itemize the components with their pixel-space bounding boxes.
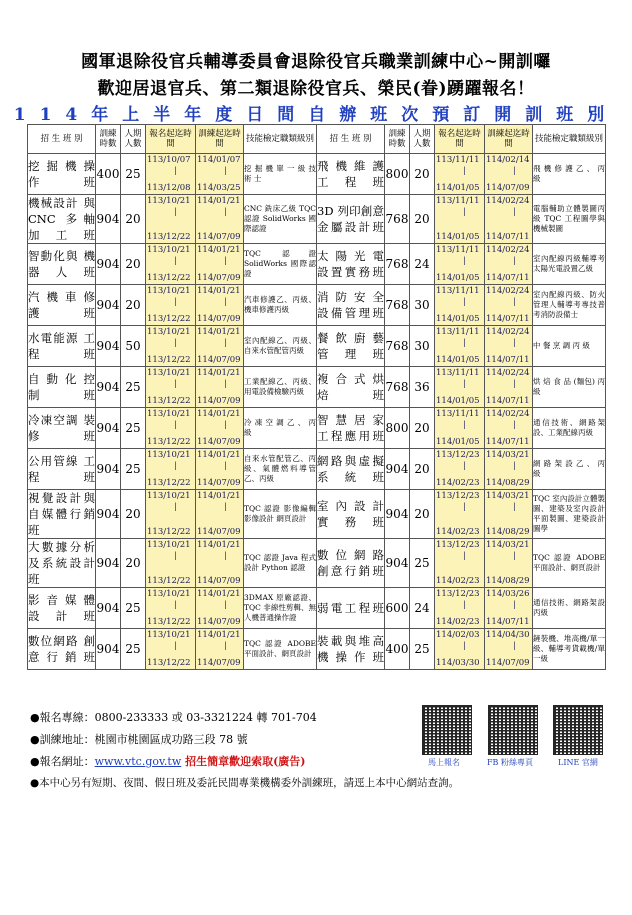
class-count: 20 <box>410 154 435 195</box>
class-name: 裝載與堆高 機 操 作 班 <box>317 629 385 670</box>
enroll-period: 113/11/11 | 114/01/05 <box>435 408 485 449</box>
class-count: 20 <box>410 449 435 490</box>
enroll-period: 113/11/11 | 114/01/05 <box>435 326 485 367</box>
hotline-text: ●報名專線：0800-233333 或 03-3321224 轉 701-704 <box>30 711 317 724</box>
class-hours: 904 <box>96 629 121 670</box>
col-header-hours: 訓練時數 <box>385 125 410 154</box>
table-row <box>28 367 606 408</box>
col-header-count: 人期人數 <box>121 125 146 154</box>
training-period: 114/01/21 | 114/07/09 <box>196 367 244 408</box>
cert-level: TQC 室內設計立體製圖、建築及室內設計平面製圖、建築設計圖學 <box>533 490 606 539</box>
training-period: 114/01/21 | 114/07/09 <box>196 629 244 670</box>
schedule-table <box>27 124 606 670</box>
class-hours: 904 <box>96 588 121 629</box>
qr-line-label: LINE 官網 <box>558 758 598 767</box>
enroll-period: 113/11/11 | 114/01/05 <box>435 195 485 244</box>
cert-level: 3DMAX 原廠認證、TQC 非線性剪輯、無人機普通操作證 <box>244 588 317 629</box>
class-hours: 904 <box>385 490 410 539</box>
table-row <box>28 285 606 326</box>
enroll-period: 113/10/21 | 113/12/22 <box>146 539 196 588</box>
table-row <box>28 244 606 285</box>
class-name: 汽 機 車 修 護 班 <box>28 285 96 326</box>
class-hours: 400 <box>385 629 410 670</box>
training-period: 114/01/07 | 114/03/25 <box>196 154 244 195</box>
class-name: 餐 飲 廚 藝 管 理 班 <box>317 326 385 367</box>
qr-signup-label: 馬上報名 <box>428 758 460 767</box>
col-header-cert: 技能檢定職類級別 <box>244 125 317 154</box>
cert-level: 室內配線丙級、防火管理人輔導考專技普考消防設備士 <box>533 285 606 326</box>
cert-level: 網 路 架 設 乙 、 丙 級 <box>533 449 606 490</box>
cert-level: 飛 機 修 護 乙 、 丙 級 <box>533 154 606 195</box>
center-title: 國軍退除役官兵輔導委員會退除役官兵職業訓練中心~開訓囉 <box>81 52 551 72</box>
cert-level: 室內配線丙級輔導考太陽光電設置乙級 <box>533 244 606 285</box>
class-name: 視覺設計與 自媒體行銷班 <box>28 491 95 537</box>
class-count: 30 <box>410 285 435 326</box>
table-row <box>28 195 606 244</box>
class-count: 25 <box>121 154 146 195</box>
cert-level: 中 餐 烹 調 丙 級 <box>533 326 606 367</box>
class-name: 網路與虛擬 系 統 班 <box>317 449 385 490</box>
cert-level: 汽車修護乙、丙級、機車修護丙級 <box>244 285 317 326</box>
class-name: 影 音 媒 體 設 計 班 <box>28 588 96 629</box>
enroll-period: 113/10/21 | 113/12/22 <box>146 326 196 367</box>
table-row <box>28 326 606 367</box>
enroll-period: 113/10/21 | 113/12/22 <box>146 367 196 408</box>
class-hours: 768 <box>385 326 410 367</box>
cert-level: 挖 掘 機 單 一 級 技 術 士 <box>244 154 317 195</box>
training-period: 114/01/21 | 114/07/09 <box>196 408 244 449</box>
class-hours: 904 <box>96 195 121 244</box>
training-period: 114/03/21 | 114/08/29 <box>485 539 533 588</box>
col-header-count: 人期人數 <box>410 125 435 154</box>
class-hours: 904 <box>385 449 410 490</box>
training-period: 114/03/21 | 114/08/29 <box>485 449 533 490</box>
class-name: 冷凍空調 裝 修 班 <box>28 408 96 449</box>
training-period: 114/02/24 | 114/07/11 <box>485 408 533 449</box>
training-period: 114/02/24 | 114/07/11 <box>485 244 533 285</box>
class-count: 25 <box>410 539 435 588</box>
class-hours: 904 <box>96 490 121 539</box>
class-name: 消 防 安 全 設備管理班 <box>317 285 385 326</box>
table-row <box>28 629 606 670</box>
cert-level: 電腦輔助立體製圖丙級 TQC 工程圖學與機械製圖 <box>533 195 606 244</box>
col-header-name: 招 生 班 別 <box>317 125 385 154</box>
class-count: 25 <box>121 629 146 670</box>
training-period: 114/02/24 | 114/07/11 <box>485 326 533 367</box>
enroll-period: 113/11/11 | 114/01/05 <box>435 244 485 285</box>
training-period: 114/01/21 | 114/07/09 <box>196 195 244 244</box>
class-count: 20 <box>121 195 146 244</box>
schedule-title: 114年上半年度日間自辦班次預訂開訓班別 <box>13 105 619 125</box>
class-count: 25 <box>121 408 146 449</box>
enroll-period: 113/12/23 | 114/02/23 <box>435 490 485 539</box>
cert-level: 鏟裝機、堆高機/單一級、輔導考貨載機/單一級 <box>533 629 606 670</box>
class-hours: 768 <box>385 285 410 326</box>
class-name: 太 陽 光 電 設置實務班 <box>317 244 385 285</box>
col-header-enroll: 報名起迄時間 <box>435 125 485 154</box>
enroll-period: 113/10/21 | 113/12/22 <box>146 629 196 670</box>
qr-line[interactable] <box>553 705 603 755</box>
enroll-period: 113/10/21 | 113/12/22 <box>146 449 196 490</box>
cert-level: 工業配線乙、丙級、用電設備檢驗丙級 <box>244 367 317 408</box>
class-hours: 904 <box>96 367 121 408</box>
address-text: ●訓練地址：桃園市桃園區成功路三段 78 號 <box>30 733 248 746</box>
training-period: 114/02/14 | 114/07/09 <box>485 154 533 195</box>
cert-level: 自來水管配管乙、丙級、氣體燃料導管乙、丙級 <box>244 449 317 490</box>
cert-level: TQC 認證 影像編輯 影像設計 網頁設計 <box>244 490 317 539</box>
class-count: 20 <box>410 408 435 449</box>
class-name: 機械設計 與 CNC 多軸 加 工 班 <box>28 196 95 242</box>
cert-level: 通信技術、網路架設、工業配線丙級 <box>533 408 606 449</box>
enroll-period: 113/11/11 | 114/01/05 <box>435 154 485 195</box>
training-period: 114/03/26 | 114/07/11 <box>485 588 533 629</box>
class-count: 30 <box>410 326 435 367</box>
cert-level: TQC 認證 Java 程式設計 Python 認證 <box>244 539 317 588</box>
enroll-period: 113/10/21 | 113/12/22 <box>146 588 196 629</box>
enroll-period: 113/12/23 | 114/02/23 <box>435 588 485 629</box>
class-name: 數位網路 創意行銷班 <box>28 629 96 670</box>
class-name: 智 慧 居 家 工程應用班 <box>317 408 385 449</box>
training-period: 114/01/21 | 114/07/09 <box>196 539 244 588</box>
enroll-period: 113/11/11 | 114/01/05 <box>435 285 485 326</box>
class-name: 數 位 網 路 創意行銷班 <box>317 539 385 588</box>
brochure-note: 招生簡章歡迎索取(廣告) <box>181 755 306 768</box>
website-link[interactable]: www.vtc.gov.tw <box>94 755 182 768</box>
class-count: 20 <box>121 244 146 285</box>
training-period: 114/01/21 | 114/07/09 <box>196 588 244 629</box>
class-count: 25 <box>121 449 146 490</box>
table-header-row <box>28 125 606 154</box>
col-header-train: 訓練起迄時間 <box>485 125 533 154</box>
enroll-period: 113/12/23 | 114/02/23 <box>435 449 485 490</box>
cert-level: 烘 焙 食 品 (麵包) 丙級 <box>533 367 606 408</box>
cert-level: 通信技術、網路架設丙級 <box>533 588 606 629</box>
class-count: 36 <box>410 367 435 408</box>
website-label: ●報名網址： <box>30 755 95 768</box>
cert-level: TQC 認證 ADOBE 平面設計、網頁設計 <box>244 629 317 670</box>
class-name: 大數據分析 及系統設計班 <box>28 540 95 586</box>
class-hours: 800 <box>385 154 410 195</box>
training-period: 114/02/24 | 114/07/11 <box>485 285 533 326</box>
col-header-cert: 技能檢定職類級別 <box>533 125 606 154</box>
class-count: 25 <box>121 588 146 629</box>
class-count: 20 <box>121 285 146 326</box>
class-count: 25 <box>410 629 435 670</box>
cert-level: TQC 認證 ADOBE 平面設計、網頁設計 <box>533 539 606 588</box>
enroll-period: 113/10/21 | 113/12/22 <box>146 244 196 285</box>
enroll-period: 113/10/21 | 113/12/22 <box>146 195 196 244</box>
table-row <box>28 490 606 539</box>
col-header-hours: 訓練時數 <box>96 125 121 154</box>
training-period: 114/04/30 | 114/07/09 <box>485 629 533 670</box>
class-hours: 904 <box>96 539 121 588</box>
table-row <box>28 588 606 629</box>
class-count: 24 <box>410 588 435 629</box>
class-hours: 904 <box>96 449 121 490</box>
class-hours: 400 <box>96 154 121 195</box>
col-header-enroll: 報名起迄時間 <box>146 125 196 154</box>
other-classes-note: ●本中心另有短期、夜間、假日班及委託民間專業機構委外訓練班，請逕上本中心網站查詢。 <box>30 777 460 789</box>
training-period: 114/02/24 | 114/07/11 <box>485 367 533 408</box>
class-hours: 904 <box>385 539 410 588</box>
training-period: 114/03/21 | 114/08/29 <box>485 490 533 539</box>
enroll-period: 113/10/21 | 113/12/22 <box>146 408 196 449</box>
website-line <box>30 753 306 769</box>
class-name: 智動化與 機器人班 <box>28 244 96 285</box>
table-row <box>28 449 606 490</box>
class-count: 20 <box>121 490 146 539</box>
welcome-line: 歡迎居退官兵、第二類退除役官兵、榮民(眷)踴躍報名！ <box>97 79 535 99</box>
enroll-period: 113/12/23 | 114/02/23 <box>435 539 485 588</box>
qr-fb[interactable] <box>488 705 538 755</box>
qr-signup[interactable] <box>422 705 472 755</box>
table-row <box>28 539 606 588</box>
class-hours: 768 <box>385 244 410 285</box>
table-row <box>28 408 606 449</box>
class-count: 24 <box>410 244 435 285</box>
class-name: 弱電工程班 <box>317 588 385 629</box>
class-name: 自 動 化 控 制 班 <box>28 367 96 408</box>
class-name: 挖 掘 機 操 作 班 <box>28 154 96 195</box>
class-count: 50 <box>121 326 146 367</box>
class-count: 25 <box>121 367 146 408</box>
class-name: 室 內 設 計 實 務 班 <box>317 490 385 539</box>
qr-fb-label: FB 粉絲專頁 <box>487 758 533 767</box>
class-hours: 904 <box>96 285 121 326</box>
training-period: 114/02/24 | 114/07/11 <box>485 195 533 244</box>
training-period: 114/01/21 | 114/07/09 <box>196 490 244 539</box>
class-name: 公用管線 工 程 班 <box>28 449 96 490</box>
enroll-period: 113/11/11 | 114/01/05 <box>435 367 485 408</box>
class-hours: 768 <box>385 367 410 408</box>
class-name: 飛 機 維 護 工 程 班 <box>317 154 385 195</box>
training-period: 114/01/21 | 114/07/09 <box>196 244 244 285</box>
class-hours: 904 <box>96 408 121 449</box>
training-period: 114/01/21 | 114/07/09 <box>196 449 244 490</box>
enroll-period: 114/02/03 | 114/03/30 <box>435 629 485 670</box>
cert-level: 室內配線乙、丙級、自來水管配管丙級 <box>244 326 317 367</box>
table-row <box>28 154 606 195</box>
training-period: 114/01/21 | 114/07/09 <box>196 326 244 367</box>
class-name: 3D 列印創意 金屬設計班 <box>317 195 385 244</box>
class-count: 20 <box>121 539 146 588</box>
enroll-period: 113/10/21 | 113/12/22 <box>146 490 196 539</box>
enroll-period: 113/10/07 | 113/12/08 <box>146 154 196 195</box>
class-hours: 800 <box>385 408 410 449</box>
col-header-train: 訓練起迄時間 <box>196 125 244 154</box>
cert-level: 冷 凍 空 調 乙 、 丙 級 <box>244 408 317 449</box>
cert-level: CNC 銑床乙級 TQC 認證 SolidWorks 國際認證 <box>244 195 317 244</box>
class-hours: 768 <box>385 195 410 244</box>
class-count: 20 <box>410 195 435 244</box>
class-hours: 600 <box>385 588 410 629</box>
enroll-period: 113/10/21 | 113/12/22 <box>146 285 196 326</box>
training-period: 114/01/21 | 114/07/09 <box>196 285 244 326</box>
cert-level: TQC 認證 SolidWorks 國際認證 <box>244 244 317 285</box>
class-name: 水電能源 工 程 班 <box>28 326 96 367</box>
class-name: 複 合 式 烘 焙 班 <box>317 367 385 408</box>
class-hours: 904 <box>96 244 121 285</box>
col-header-name: 招 生 班 別 <box>28 125 96 154</box>
class-hours: 904 <box>96 326 121 367</box>
class-count: 20 <box>410 490 435 539</box>
